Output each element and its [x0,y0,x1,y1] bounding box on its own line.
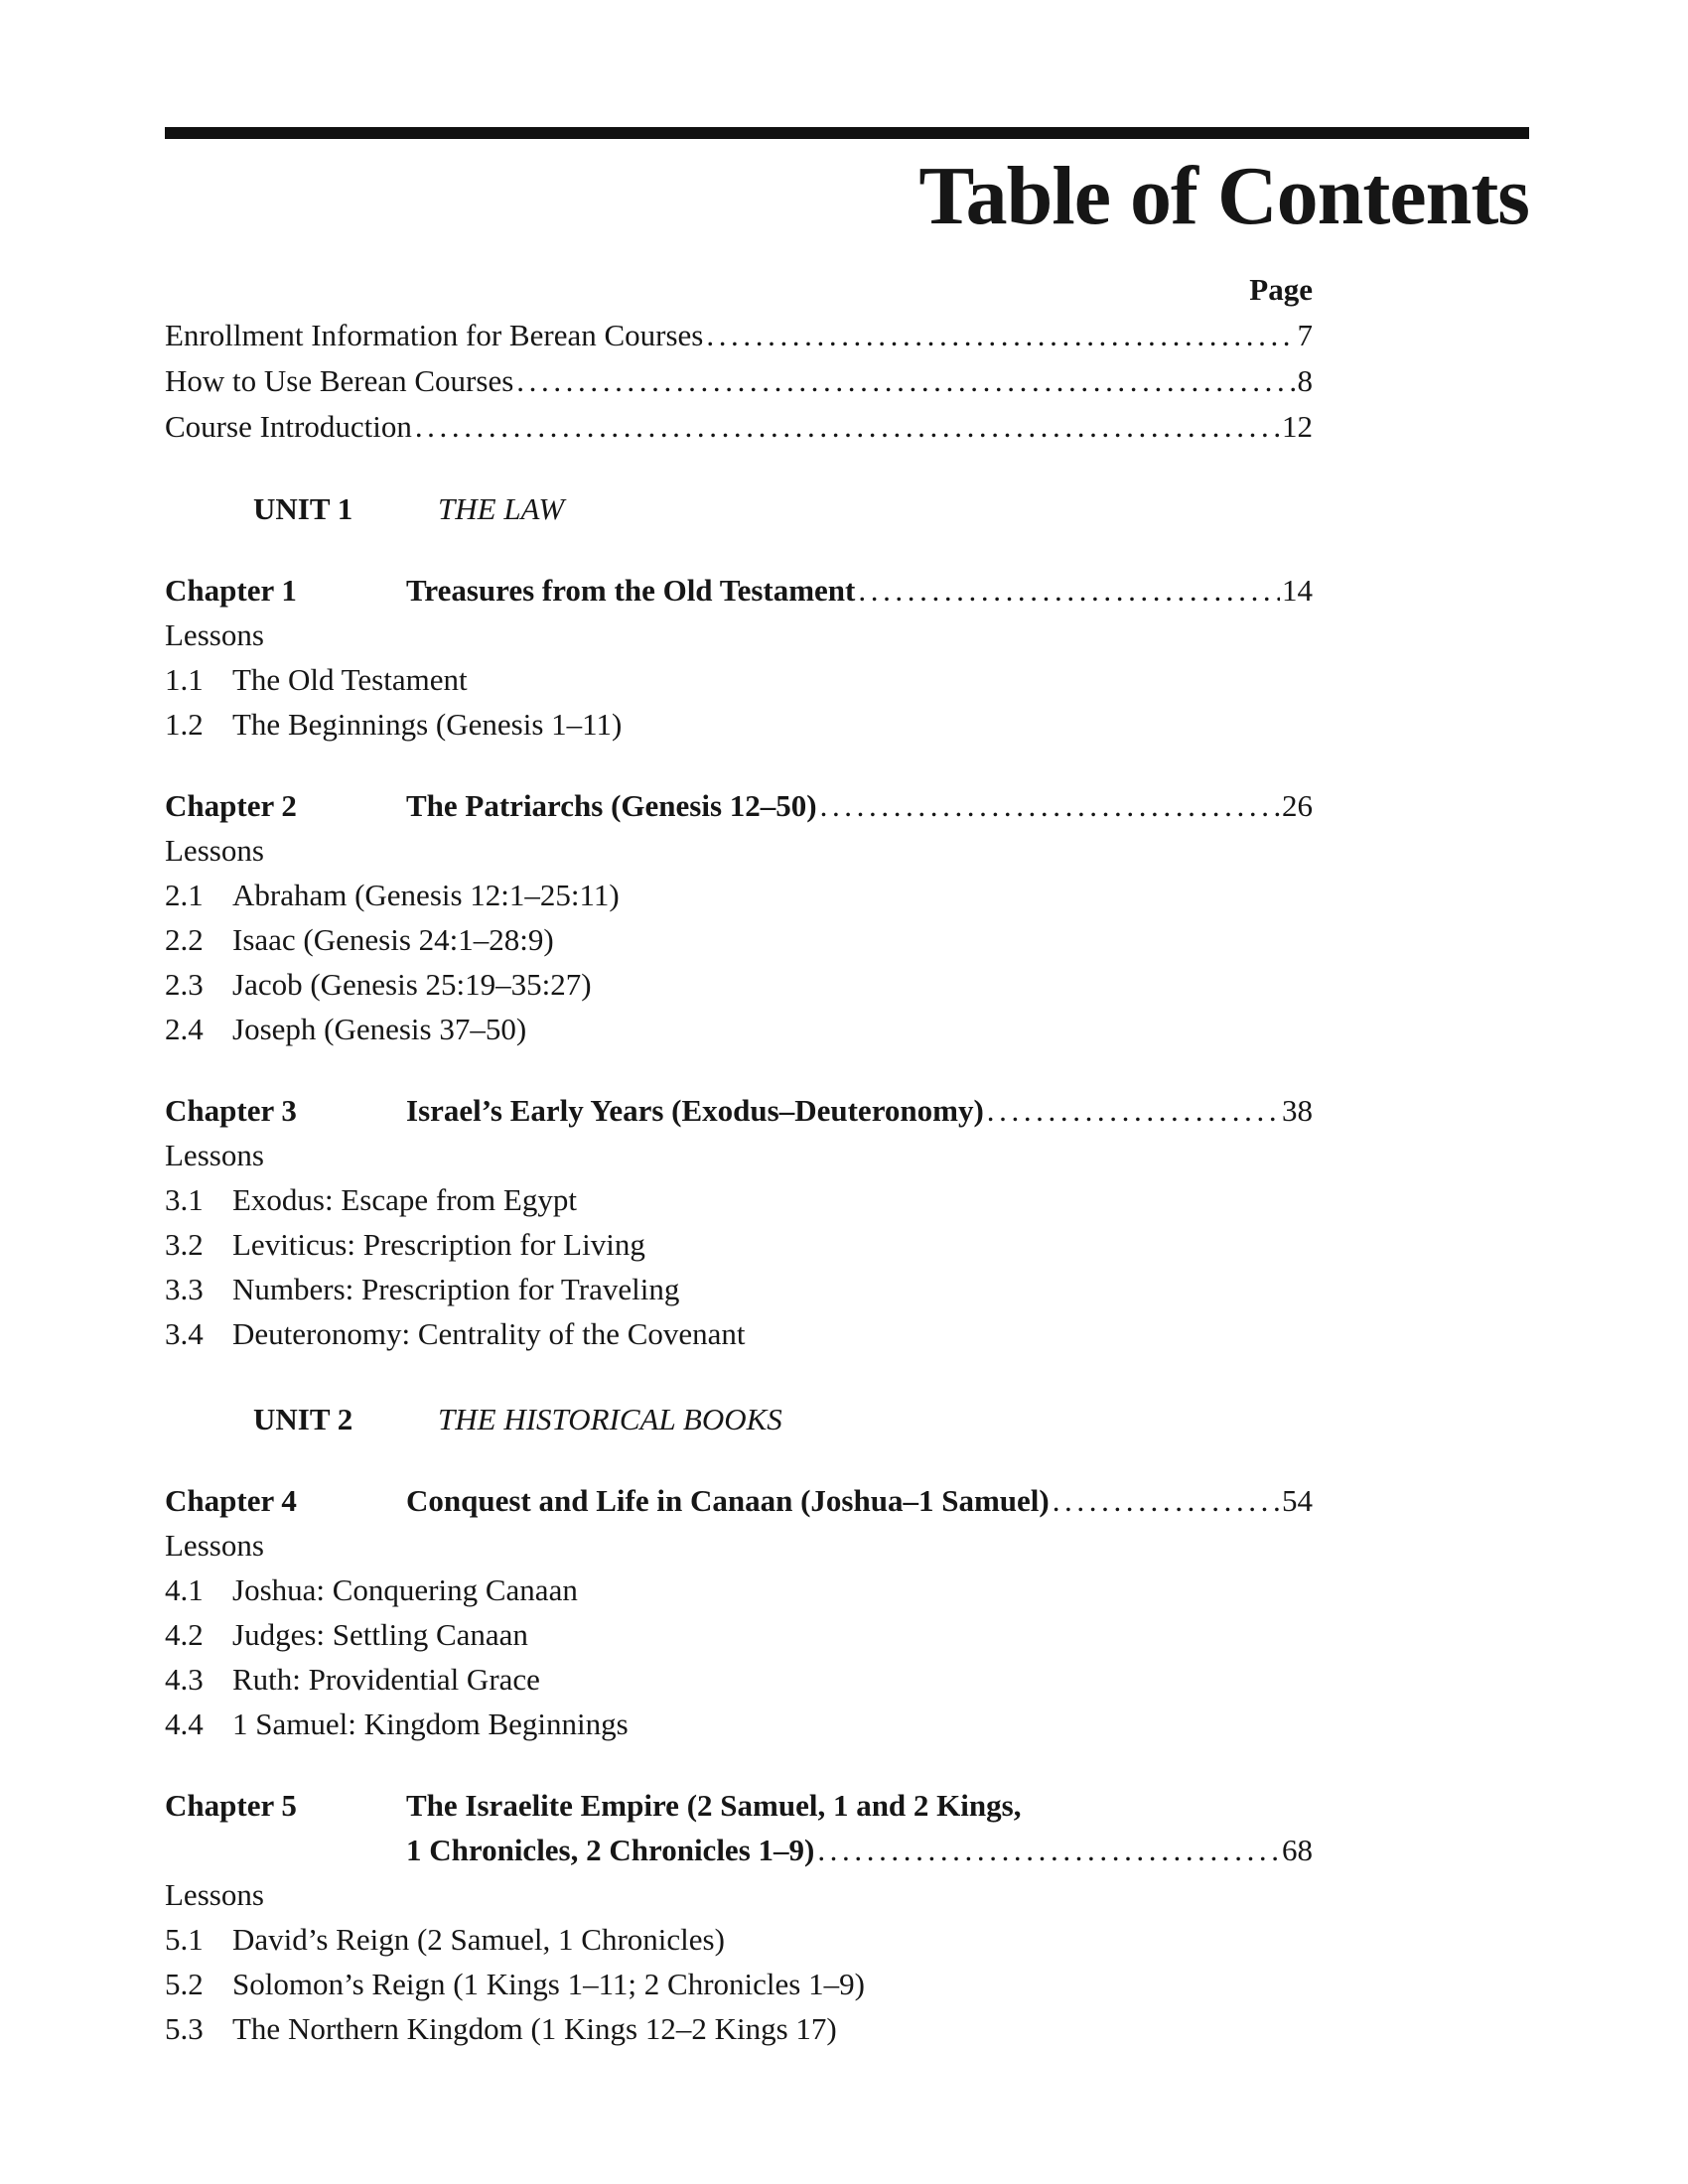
lesson-entry [165,1007,1313,1051]
chapter-page-number: 54 [1282,1483,1313,1518]
lesson-entry [165,873,1313,917]
lesson-entry [165,1612,1313,1657]
lesson-number: 4.3 [165,1662,204,1697]
lesson-entry [165,1311,1313,1356]
lesson-title: Exodus: Escape from Egypt [232,1182,577,1217]
lesson-number: 5.1 [165,1922,204,1957]
chapter-label: Chapter 2 [165,788,297,823]
chapter-label: Chapter 4 [165,1483,297,1518]
toc-entry [165,358,1313,404]
chapter-page-number: 38 [1282,1093,1313,1128]
chapter-entry-5-continued [165,1828,1313,1872]
lesson-title: Jacob (Genesis 25:19–35:27) [232,967,592,1002]
lesson-title: The Old Testament [232,662,468,697]
lesson-number: 5.2 [165,1967,204,2001]
page-column-label: Page [1249,272,1313,307]
lesson-entry [165,702,1313,747]
lesson-number: 1.1 [165,662,204,697]
page-title: Table of Contents [918,150,1529,242]
lesson-number: 2.1 [165,878,204,912]
lesson-number: 3.2 [165,1227,204,1262]
chapter-page-number: 68 [1282,1833,1313,1867]
chapter-label-spacer [165,1828,406,1872]
lesson-title: Judges: Settling Canaan [232,1617,528,1652]
dot-leader [820,783,1280,828]
lesson-entry [165,1917,1313,1962]
lesson-title: Ruth: Providential Grace [232,1662,540,1697]
lesson-number: 3.4 [165,1316,204,1351]
chapter-title: Treasures from the Old Testament [406,573,856,608]
dot-leader [987,1088,1280,1133]
lesson-entry [165,1568,1313,1612]
chapter-title: The Patriarchs (Genesis 12–50) [406,788,817,823]
chapter-label: Chapter 5 [165,1788,297,1823]
lesson-title: David’s Reign (2 Samuel, 1 Chronicles) [232,1922,725,1957]
chapter-title-line2: 1 Chronicles, 2 Chronicles 1–9) [406,1833,815,1867]
lesson-title: Deuteronomy: Centrality of the Covenant [232,1316,746,1351]
entry-label: How to Use Berean Courses [165,363,514,398]
lesson-number: 1.2 [165,707,204,742]
lesson-entry [165,917,1313,962]
entry-page-number: 12 [1282,409,1313,444]
lesson-entry [165,1702,1313,1746]
lessons-heading: Lessons [165,1138,264,1172]
chapter-title-line1: The Israelite Empire (2 Samuel, 1 and 2 Kings, [406,1788,1022,1823]
chapter-page-number: 14 [1282,573,1313,608]
lesson-title: Isaac (Genesis 24:1–28:9) [232,922,554,957]
chapter-entry-4 [165,1478,1313,1523]
dot-leader [858,568,1280,613]
lesson-title: The Beginnings (Genesis 1–11) [232,707,623,742]
lesson-title: Abraham (Genesis 12:1–25:11) [232,878,620,912]
lesson-number: 4.1 [165,1572,204,1607]
lesson-number: 3.3 [165,1272,204,1306]
chapter-entry-2 [165,783,1313,828]
unit-title: THE LAW [438,491,565,526]
chapter-entry-5 [165,1783,1313,1828]
lesson-title: The Northern Kingdom (1 Kings 12–2 Kings 17) [232,2011,837,2046]
lesson-entry [165,2006,1313,2051]
chapter-label: Chapter 1 [165,573,297,608]
lesson-entry [165,1962,1313,2006]
entry-label: Enrollment Information for Berean Courses [165,318,704,352]
chapter-title: Conquest and Life in Canaan (Joshua–1 Samuel) [406,1483,1050,1518]
toc-entry [165,313,1313,358]
lessons-heading: Lessons [165,1528,264,1563]
lessons-heading: Lessons [165,1877,264,1912]
unit-title: THE HISTORICAL BOOKS [438,1402,782,1436]
lesson-entry [165,1177,1313,1222]
lesson-number: 2.4 [165,1012,204,1046]
lessons-heading: Lessons [165,617,264,652]
lesson-number: 2.2 [165,922,204,957]
chapter-title: Israel’s Early Years (Exodus–Deuteronomy) [406,1093,984,1128]
lesson-entry [165,1267,1313,1311]
unit-label: UNIT 1 [253,491,353,526]
entry-page-number: 7 [1297,318,1313,352]
lesson-title: Numbers: Prescription for Traveling [232,1272,680,1306]
lesson-number: 5.3 [165,2011,204,2046]
dot-leader [1053,1478,1280,1523]
entry-page-number: 8 [1297,363,1313,398]
dot-leader [415,404,1280,450]
lessons-heading: Lessons [165,833,264,868]
dot-leader [706,313,1295,358]
lesson-title: Solomon’s Reign (1 Kings 1–11; 2 Chronicles 1–9) [232,1967,865,2001]
lesson-entry [165,962,1313,1007]
lesson-number: 4.4 [165,1706,204,1741]
lesson-title: 1 Samuel: Kingdom Beginnings [232,1706,629,1741]
chapter-entry-1 [165,568,1313,613]
unit-heading-1 [253,486,1313,531]
lesson-number: 4.2 [165,1617,204,1652]
unit-heading-2 [253,1397,1313,1441]
lesson-title: Leviticus: Prescription for Living [232,1227,645,1262]
chapter-label: Chapter 3 [165,1093,297,1128]
lesson-entry [165,657,1313,702]
unit-label: UNIT 2 [253,1402,353,1436]
lesson-title: Joshua: Conquering Canaan [232,1572,578,1607]
entry-label: Course Introduction [165,409,412,444]
lesson-entry [165,1222,1313,1267]
chapter-page-number: 26 [1282,788,1313,823]
lesson-title: Joseph (Genesis 37–50) [232,1012,527,1046]
lesson-entry [165,1657,1313,1702]
dot-leader [516,358,1295,404]
dot-leader [817,1828,1280,1872]
toc-entry [165,404,1313,450]
top-rule [165,127,1529,139]
lesson-number: 2.3 [165,967,204,1002]
lesson-number: 3.1 [165,1182,204,1217]
toc-content [165,267,1313,2051]
chapter-entry-3 [165,1088,1313,1133]
